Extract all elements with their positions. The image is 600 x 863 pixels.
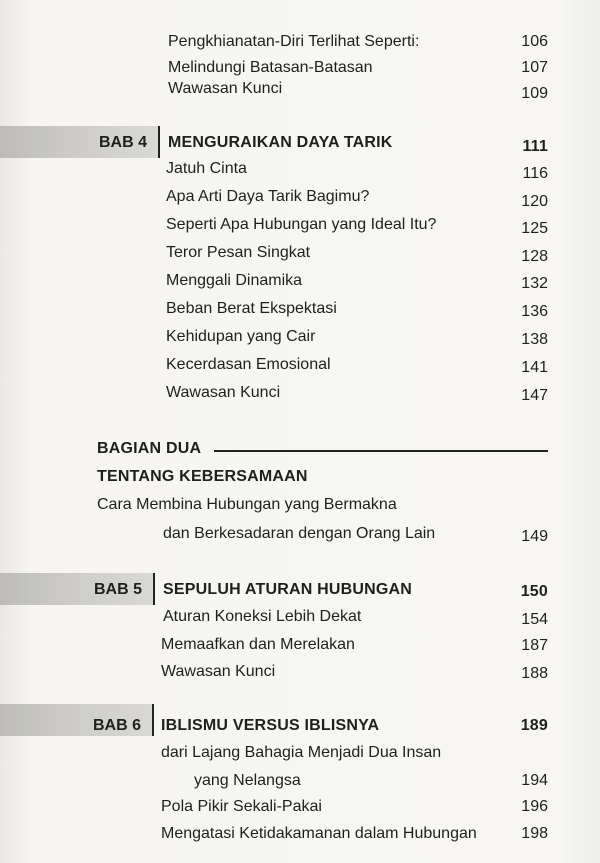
toc-entry-title: Kehidupan yang Cair (166, 328, 316, 345)
toc-entry-page: 109 (521, 85, 548, 102)
toc-entry-title: Memaafkan dan Merelakan (161, 636, 355, 653)
chapter-title: MENGURAIKAN DAYA TARIK (168, 134, 393, 151)
toc-entry-title: Seperti Apa Hubungan yang Ideal Itu? (166, 216, 437, 233)
toc-entry-page: 128 (521, 248, 548, 265)
chapter-divider (152, 704, 154, 736)
chapter-page: 189 (520, 717, 548, 734)
chapter-title: SEPULUH ATURAN HUBUNGAN (163, 581, 413, 598)
toc-entry-page: 154 (521, 611, 548, 628)
toc-entry-title: Apa Arti Daya Tarik Bagimu? (166, 188, 370, 205)
toc-entry-title: Pengkhianatan-Diri Terlihat Seperti: (168, 33, 420, 50)
toc-entry-page: 132 (521, 275, 548, 292)
toc-entry-page: 125 (521, 220, 548, 237)
chapter-page: 150 (520, 583, 548, 600)
part-rule (214, 450, 548, 452)
toc-entry-page: 116 (522, 165, 548, 182)
chapter-title: IBLISMU VERSUS IBLISNYA (161, 717, 380, 734)
part-page: 149 (521, 528, 548, 545)
chapter-label: BAB 6 (93, 717, 142, 734)
toc-entry-page: 187 (521, 637, 548, 654)
toc-entry-title: Pola Pikir Sekali-Pakai (161, 798, 322, 815)
part-subtitle: dan Berkesadaran dengan Orang Lain (163, 525, 436, 542)
toc-entry-page: 188 (521, 665, 548, 682)
toc-entry-page: 138 (521, 331, 548, 348)
toc-entry-title: Kecerdasan Emosional (166, 356, 331, 373)
toc-entry-title: Jatuh Cinta (166, 160, 247, 177)
chapter-label: BAB 5 (94, 581, 143, 598)
chapter-divider (158, 126, 160, 158)
toc-entry-title: Teror Pesan Singkat (166, 244, 311, 261)
toc-entry-page: 141 (521, 359, 548, 376)
toc-entry-page: 136 (521, 303, 548, 320)
toc-entry-title: Aturan Koneksi Lebih Dekat (163, 608, 362, 625)
chapter-page: 111 (522, 138, 548, 155)
chapter-label: BAB 4 (99, 134, 148, 151)
toc-entry-title: Mengatasi Ketidakamanan dalam Hubungan (161, 825, 477, 842)
toc-entry-title: Wawasan Kunci (168, 80, 283, 97)
toc-entry-page: 196 (521, 798, 548, 815)
toc-entry-page: 194 (521, 772, 548, 789)
part-title: TENTANG KEBERSAMAAN (97, 468, 308, 485)
toc-entry-title: Menggali Dinamika (166, 272, 303, 289)
part-label: BAGIAN DUA (97, 440, 202, 457)
toc-entry-page: 198 (521, 825, 548, 842)
toc-entry-page: 107 (521, 59, 548, 76)
toc-entry-title: Wawasan Kunci (161, 663, 276, 680)
toc-entry-page: 147 (521, 387, 548, 404)
toc-entry-page: 106 (521, 33, 548, 50)
toc-entry-page: 120 (521, 193, 548, 210)
toc-entry-title: Beban Berat Ekspektasi (166, 300, 337, 317)
toc-entry-title: yang Nelangsa (194, 772, 301, 789)
toc-entry-title: Wawasan Kunci (166, 384, 281, 401)
part-subtitle: Cara Membina Hubungan yang Bermakna (97, 496, 397, 513)
chapter-divider (153, 573, 155, 605)
toc-entry-title: dari Lajang Bahagia Menjadi Dua Insan (161, 744, 442, 761)
toc-entry-title: Melindungi Batasan-Batasan (168, 59, 373, 76)
